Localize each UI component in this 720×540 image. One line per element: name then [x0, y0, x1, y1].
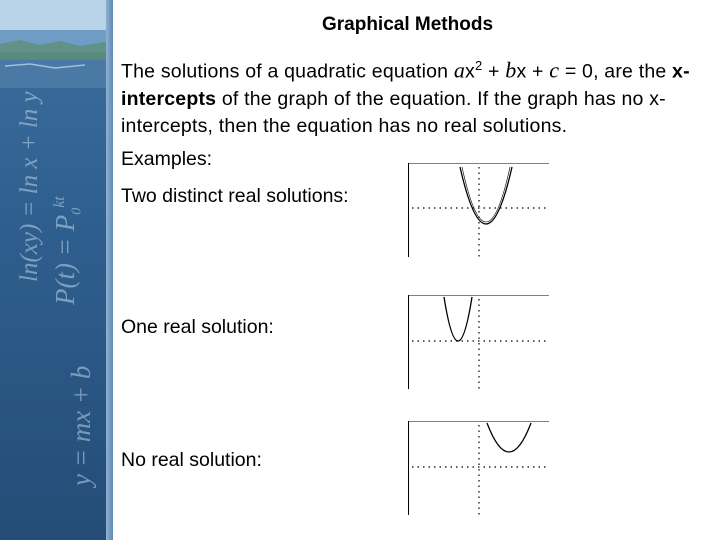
intro-text-3: of the graph of the equation. If the graph has no x-intercepts, then the equation has no real solutions. — [121, 87, 666, 137]
growth-sup: kt — [51, 196, 68, 208]
intro-text-2: = 0, are the — [559, 60, 673, 83]
page-title: Graphical Methods — [321, 14, 494, 35]
graph-one-solution — [408, 295, 549, 389]
decorative-sidebar — [0, 0, 113, 540]
examples-heading: Examples: — [121, 148, 213, 170]
example-label-no-solution: No real solution: — [121, 449, 262, 471]
coef-b: b — [505, 57, 517, 83]
coef-c: c — [549, 57, 560, 83]
coef-a: a — [453, 57, 466, 83]
sidebar-edge — [106, 0, 113, 540]
intro-paragraph — [121, 52, 711, 140]
sidebar-equation-growth — [50, 196, 85, 305]
graph-no-solution — [408, 421, 549, 515]
growth-main: P(t) = P — [50, 214, 80, 305]
graph-two-solutions — [408, 163, 549, 257]
x-intercepts-term: x-intercepts — [121, 60, 690, 110]
var-x-plus: x + — [516, 60, 550, 83]
intro-text-1: The solutions of a quadratic equation — [121, 60, 454, 83]
plus-sign: + — [482, 60, 506, 83]
sidebar-equation-line: y = mx + b — [66, 365, 96, 486]
exponent-2: 2 — [474, 58, 483, 73]
example-label-two-solutions: Two distinct real solutions: — [121, 185, 349, 207]
sidebar-equation-log: ln(xy) = ln x + ln y — [16, 91, 43, 282]
var-x: x — [465, 60, 475, 83]
example-label-one-solution: One real solution: — [121, 316, 274, 338]
growth-sub: 0 — [69, 207, 85, 215]
